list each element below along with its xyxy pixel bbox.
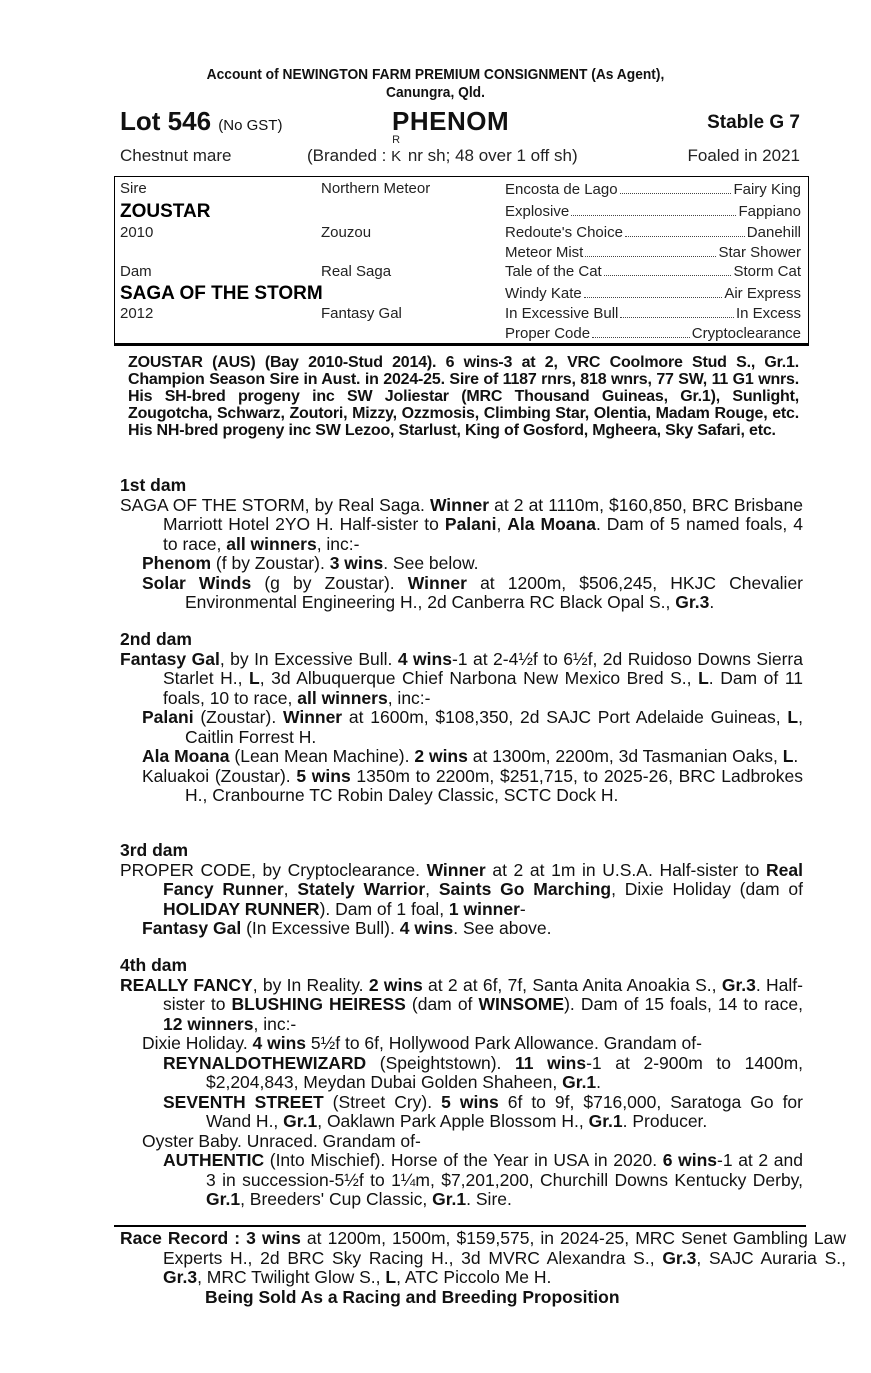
bold-text: 2 wins <box>368 974 423 995</box>
bold-text: 5 wins <box>296 765 351 786</box>
gst-note: (No GST) <box>218 117 283 134</box>
ancestor-right: Fappiano <box>738 203 801 220</box>
text-run: at 1300m, 2200m, 3d Tasmanian Oaks, <box>467 746 783 766</box>
stable-location: Stable G 7 <box>707 112 800 133</box>
ancestor-row <box>505 224 801 241</box>
bold-text: Gr.1 <box>562 1072 597 1092</box>
text-run: , inc:- <box>316 533 360 554</box>
ancestor-right: Air Express <box>724 285 801 302</box>
bold-text: Race Record : 3 wins <box>120 1228 301 1248</box>
produce-entry <box>142 708 803 747</box>
ancestor-row <box>505 203 801 220</box>
text-run: , ATC Piccolo Me H. <box>396 1267 552 1287</box>
ancestor-left: Windy Kate <box>505 285 582 302</box>
text-run: ). Dam of 1 foal, <box>319 898 449 919</box>
sire-year: 2010 <box>120 224 154 241</box>
text-run: . <box>709 592 715 612</box>
text-run: (Lean Mean Machine). <box>229 746 415 766</box>
ancestor-row <box>505 325 801 342</box>
text-run: . Sire. <box>466 1189 512 1209</box>
text-run: . Producer. <box>622 1111 708 1131</box>
bold-text: 4 wins <box>399 918 454 938</box>
text-run: (dam of <box>405 994 479 1014</box>
text-run: , inc:- <box>387 687 431 708</box>
ancestor-left: Meteor Mist <box>505 244 584 261</box>
lot-label: Lot 546 <box>120 106 212 136</box>
grandproduce-entry <box>163 1093 803 1132</box>
divider-line <box>114 1225 806 1227</box>
ancestor-left: Proper Code <box>505 325 591 342</box>
bold-text: L <box>385 1267 397 1287</box>
vendor-account <box>35 66 836 102</box>
lot-number <box>120 106 282 137</box>
ancestor-row <box>505 263 801 280</box>
bold-text: 12 winners <box>163 1013 254 1034</box>
text-run: . Half-sister to <box>163 974 803 1014</box>
bold-text: Stately Warrior <box>297 879 426 899</box>
bold-text: Winner <box>407 572 467 593</box>
ancestor-row <box>505 285 801 302</box>
sire-sire: Northern Meteor <box>321 180 431 197</box>
bold-text: BLUSHING HEIRESS <box>231 994 406 1014</box>
bold-text: 6 wins <box>662 1150 717 1170</box>
text-run: , Oaklawn Park Apple Blossom H., <box>317 1111 589 1131</box>
bold-text: Phenom <box>142 553 212 573</box>
dam-dam: Fantasy Gal <box>321 305 402 322</box>
text-run: , Caitlin Forrest H. <box>185 707 803 747</box>
text-run: (Into Mischief). Horse of the Year in USA in 2020. <box>264 1150 663 1170</box>
bold-text: Ala Moana <box>142 746 230 766</box>
produce-entry <box>142 919 803 939</box>
bold-text: L <box>787 707 799 727</box>
section-heading: 2nd dam <box>120 629 192 649</box>
brand-mark-r: R <box>392 134 401 146</box>
sire-name: ZOUSTAR <box>120 201 211 222</box>
bold-text: 4 wins <box>397 648 452 669</box>
text-run: , Breeders' Cup Classic, <box>240 1189 433 1209</box>
text-run: , by In Reality. <box>252 974 369 995</box>
bold-text: L <box>698 668 709 688</box>
ancestor-row <box>505 305 801 322</box>
bold-text: Real Fancy Runner <box>163 859 803 899</box>
text-run: , <box>283 879 298 899</box>
bold-text: L <box>249 668 260 688</box>
ancestor-left: In Excessive Bull <box>505 305 619 322</box>
bold-text: Ala Moana <box>507 514 596 534</box>
grandproduce-entry <box>163 1151 803 1210</box>
text-run: (Street Cry). <box>323 1091 442 1112</box>
bold-text: Gr.1 <box>283 1111 318 1131</box>
ancestor-left: Explosive <box>505 203 570 220</box>
text-run: , MRC Twilight Glow S., <box>197 1267 386 1287</box>
text-run: Kaluakoi (Zoustar). <box>142 765 297 786</box>
bold-text: Gr.3 <box>721 974 756 995</box>
lot-header <box>120 106 800 138</box>
bold-text: 4 wins <box>252 1033 307 1053</box>
bold-text: Palani <box>142 707 194 727</box>
horse-name: PHENOM <box>392 106 510 136</box>
dam-record <box>120 650 803 709</box>
text-run: , <box>496 514 508 534</box>
ancestor-right: Star Shower <box>718 244 801 261</box>
text-run: ). Dam of 15 foals, 14 to race, <box>564 994 804 1014</box>
ancestor-right: Storm Cat <box>733 263 801 280</box>
ancestor-right: Cryptoclearance <box>691 325 801 342</box>
dam-name: SAGA OF THE STORM <box>120 283 323 304</box>
dam-record <box>120 861 803 920</box>
bold-text: Fantasy Gal <box>142 918 242 938</box>
text-run: , Dixie Holiday (dam of <box>611 879 803 899</box>
produce-entry <box>142 747 803 767</box>
text-run: Oyster Baby. Unraced. Grandam of- <box>142 1130 421 1151</box>
text-run: PROPER CODE, by Cryptoclearance. <box>120 859 427 880</box>
colour-sex: Chestnut mare <box>120 146 232 165</box>
dam-year: 2012 <box>120 305 154 322</box>
brand-description <box>307 134 578 166</box>
account-line-1: Account of NEWINGTON FARM PREMIUM CONSIGNMENT (As Agent), <box>206 66 665 83</box>
text-run: (Zoustar). <box>193 707 283 727</box>
fourth-dam-section <box>120 956 803 1210</box>
bold-text: 5 wins <box>441 1091 499 1112</box>
bold-text: Winner <box>282 707 343 727</box>
text-run: . Dam of 5 named foals, 4 to race, <box>163 514 803 554</box>
text-run: . Dam of 11 foals, 10 to race, <box>163 668 803 708</box>
text-run: at 2 at 1110m, $160,850, BRC Brisbane Marriott Hotel 2YO H. Half-sister to <box>163 494 803 534</box>
text-run: -1 at 2-900m to 1400m, $2,204,843, Meydan Dubai Golden Shaheen, <box>206 1052 804 1092</box>
text-run: - <box>519 898 526 919</box>
text-run: at 2 at 1m in U.S.A. Half-sister to <box>485 859 767 880</box>
section-heading: 3rd dam <box>120 840 189 860</box>
bold-text: Solar Winds <box>142 572 252 593</box>
text-run: . See below. <box>383 553 479 573</box>
race-record <box>120 1229 846 1288</box>
bold-text: REALLY FANCY <box>120 974 253 995</box>
produce-entry <box>142 574 803 613</box>
bold-text: SEVENTH STREET <box>163 1091 324 1112</box>
bold-text: Winner <box>426 859 486 880</box>
brand-prefix: (Branded : <box>307 146 392 165</box>
produce-entry <box>142 554 803 574</box>
foaled-year: Foaled in 2021 <box>687 146 800 165</box>
text-run: , <box>425 879 439 899</box>
third-dam-section <box>120 841 803 939</box>
ancestor-row <box>505 181 801 198</box>
bold-text: HOLIDAY RUNNER <box>163 898 320 919</box>
produce-entry <box>142 1132 803 1152</box>
bold-text: WINSOME <box>478 994 565 1014</box>
text-run: (In Excessive Bull). <box>241 918 400 938</box>
bold-text: Palani <box>444 514 497 534</box>
account-line-2: Canungra, Qld. <box>386 84 485 101</box>
pedigree-table <box>114 176 809 346</box>
ancestor-right: Fairy King <box>733 181 801 198</box>
text-run: -1 at 2-4½f to 6½f, 2d Ruidoso Downs Sierra Starlet H., <box>163 648 803 688</box>
produce-entry <box>142 767 803 806</box>
bold-text: AUTHENTIC <box>163 1150 265 1170</box>
bold-text: all winners <box>297 687 388 708</box>
bold-text: Fantasy Gal <box>120 648 220 669</box>
text-run: . <box>793 746 799 766</box>
text-run: at 1600m, $108,350, 2d SAJC Port Adelaide Guineas, <box>342 707 788 727</box>
text-run: at 1200m, $506,245, HKJC Chevalier Environmental Engineering H., 2d Canberra RC Black Opal S., <box>185 572 804 612</box>
bold-text: 1 winner <box>448 898 520 919</box>
text-run: . <box>596 1072 602 1092</box>
text-run: , SAJC Auraria S., <box>696 1247 846 1268</box>
text-run: 5½f to 6f, Hollywood Park Allowance. Grandam of- <box>306 1033 702 1053</box>
text-run: (g by Zoustar). <box>251 572 408 593</box>
dam-label: Dam <box>120 263 152 280</box>
ancestor-right: Danehill <box>746 224 801 241</box>
bold-text: 3 wins <box>329 553 384 573</box>
first-dam-section <box>120 476 803 613</box>
brand-mark <box>391 134 403 166</box>
section-heading: 1st dam <box>120 475 187 495</box>
sire-dam: Zouzou <box>321 224 372 241</box>
text-run: SAGA OF THE STORM, by Real Saga. <box>120 494 430 515</box>
ancestor-row <box>505 244 801 261</box>
text-run: (f by Zoustar). <box>211 553 330 573</box>
text-run: at 2 at 6f, 7f, Santa Anita Anoakia S., <box>422 974 722 995</box>
brand-mark-k: K <box>391 148 402 165</box>
ancestor-left: Encosta de Lago <box>505 181 618 198</box>
text-run: , inc:- <box>253 1013 297 1034</box>
bold-text: REYNALDOTHEWIZARD <box>163 1052 367 1073</box>
bold-text: Winner <box>429 494 490 515</box>
sale-proposition: Being Sold As a Racing and Breeding Proposition <box>205 1287 620 1307</box>
ancestor-right: In Excess <box>735 305 801 322</box>
brand-suffix: nr sh; 48 over 1 off sh) <box>403 146 578 165</box>
dam-record <box>120 496 803 555</box>
ancestor-left: Tale of the Cat <box>505 263 602 280</box>
text-run: Dixie Holiday. <box>142 1033 253 1053</box>
text-run: , 3d Albuquerque Chief Narbona New Mexico Bred S., <box>259 668 699 688</box>
text-run: 1350m to 2200m, $251,715, to 2025-26, BRC Ladbrokes H., Cranbourne TC Robin Daley Classic, SCTC Dock H. <box>185 765 803 805</box>
bold-text: Gr.1 <box>432 1189 467 1209</box>
bold-text: Gr.1 <box>206 1189 241 1209</box>
ancestor-left: Redoute's Choice <box>505 224 623 241</box>
text-run: at 1200m, 1500m, $159,575, in 2024-25, MRC Senet Gambling Law Experts H., 2d BRC Sky Racing H., 3d MVRC Alexandra S., <box>163 1228 846 1268</box>
text-run: , by In Excessive Bull. <box>219 648 398 669</box>
bold-text: L <box>782 746 794 766</box>
grandproduce-entry <box>163 1054 803 1093</box>
sire-label: Sire <box>120 180 147 197</box>
bold-text: Gr.3 <box>675 592 710 612</box>
text-run: 6f to 9f, $716,000, Saratoga Go for Wand H., <box>206 1091 803 1131</box>
section-heading: 4th dam <box>120 955 188 975</box>
bold-text: 11 wins <box>515 1052 587 1073</box>
text-run: (Speightstown). <box>366 1052 516 1073</box>
text-run: -1 at 2 and 3 in succession-5½f to 1¼m, $7,201,200, Churchill Downs Kentucky Derby, <box>206 1150 804 1190</box>
bold-text: Gr.3 <box>163 1267 198 1287</box>
text-run: . See above. <box>453 918 552 938</box>
produce-entry <box>142 1034 803 1054</box>
dam-record <box>120 976 803 1035</box>
bold-text: Saints Go Marching <box>438 879 612 899</box>
second-dam-section <box>120 630 803 806</box>
bold-text: Gr.3 <box>662 1247 697 1268</box>
bold-text: 2 wins <box>414 746 468 766</box>
bold-text: Gr.1 <box>588 1111 623 1131</box>
sire-summary: ZOUSTAR (AUS) (Bay 2010-Stud 2014). 6 wins-3 at 2, VRC Coolmore Stud S., Gr.1. Champion Season Sire in Aust. in 2024-25. Sire of 1187 rnrs, 818 wnrs, 77 SW, 11 G1 wnrs. His SH-bred progeny inc SW Joliestar (MRC Thousand Guineas, Gr.1), Sunlight, Zougotcha, Schwarz, Zoutori, Mizzy, Ozzmosis, Climbing Star, Olentia, Madam Rouge, etc. His NH-bred progeny inc SW Lezoo, Starlust, King of Gosford, Mgheera, Sky Safari, etc. <box>128 354 799 439</box>
dam-sire: Real Saga <box>321 263 392 280</box>
bold-text: all winners <box>226 533 317 554</box>
